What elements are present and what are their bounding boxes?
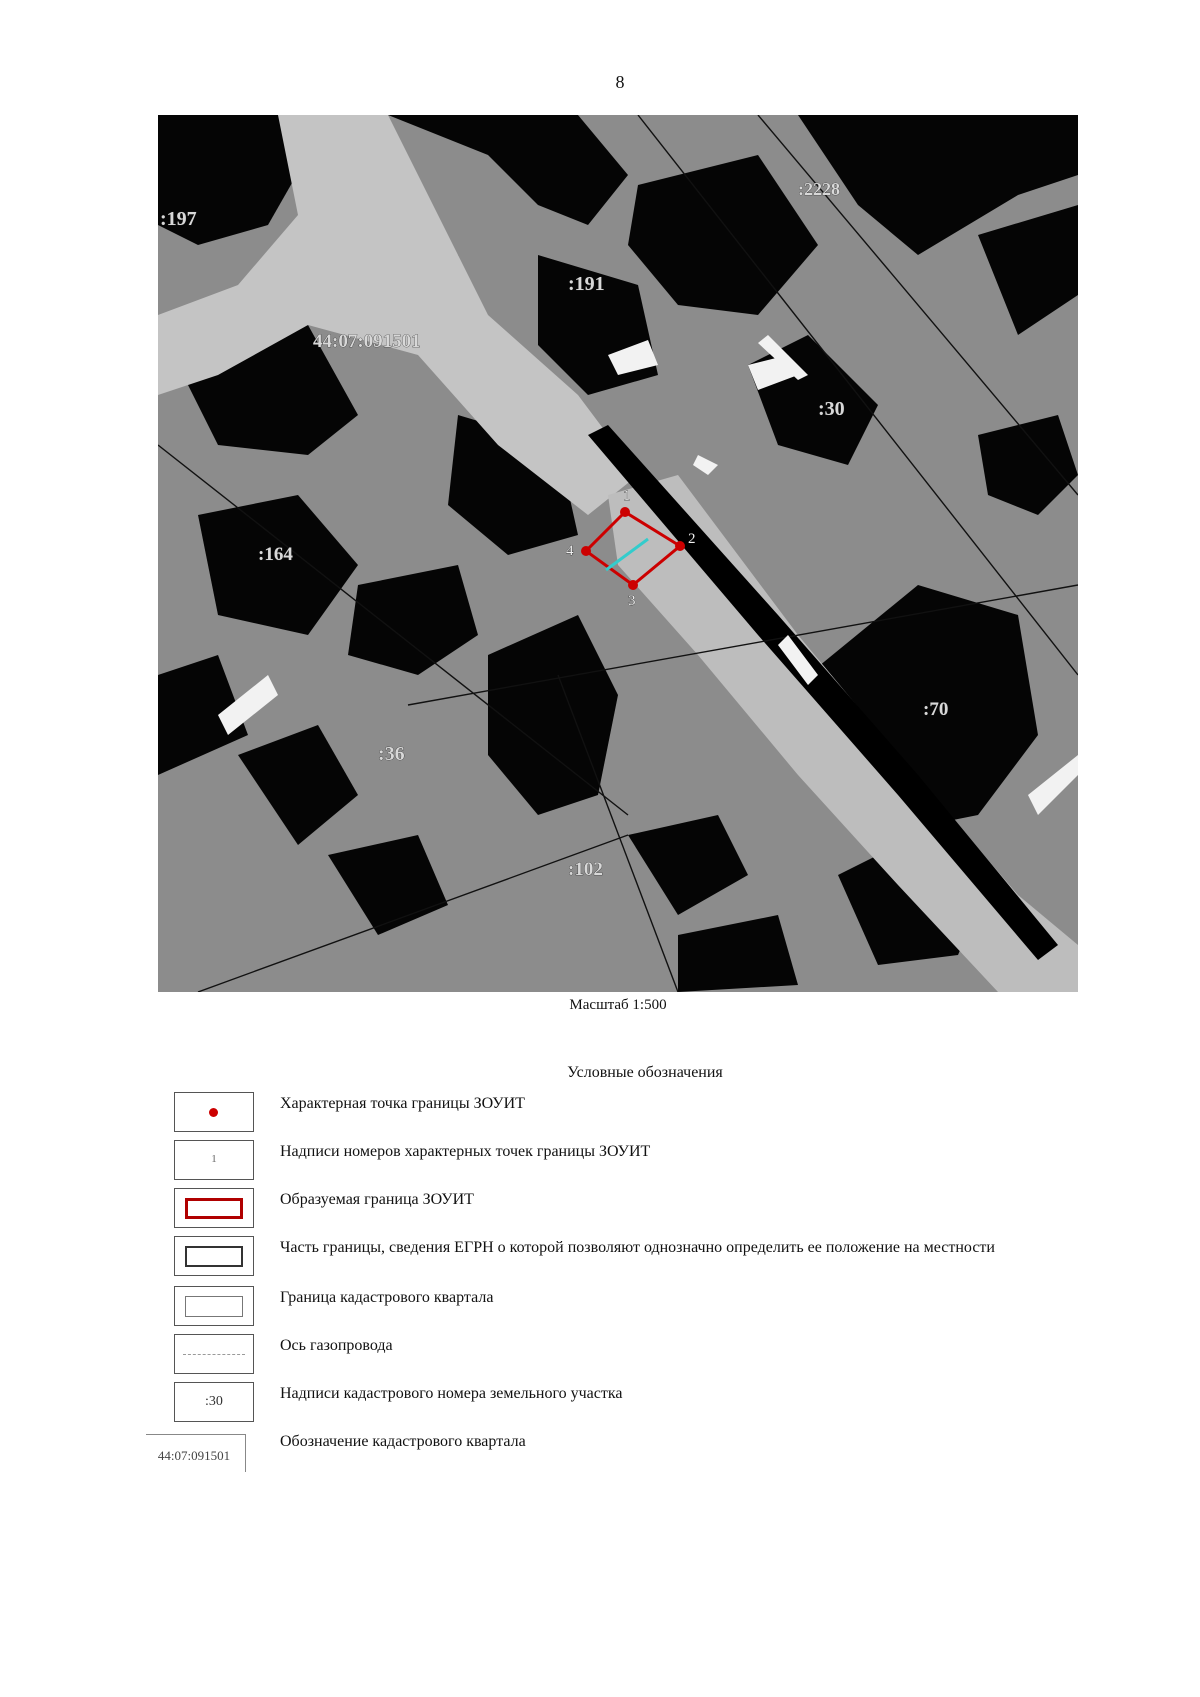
legend-symbol: [174, 1188, 254, 1228]
legend-symbol: [174, 1236, 254, 1276]
quarter-designation-sample: 44:07:091501: [157, 1448, 231, 1463]
boundary-point-4[interactable]: [581, 546, 591, 556]
point-label-4: 4: [566, 543, 574, 559]
legend-label: Надписи кадастрового номера земельного участка: [280, 1385, 623, 1402]
legend-item-quarter-boundary: [150, 1286, 1070, 1334]
legend-symbol: [174, 1092, 254, 1132]
parcel-label-197: :197: [160, 208, 197, 230]
point-label-3: 3: [628, 593, 636, 609]
legend-item-point: [150, 1092, 1070, 1140]
legend-label: Граница кадастрового квартала: [280, 1289, 494, 1306]
legend-label: Обозначение кадастрового квартала: [280, 1433, 526, 1450]
point-label-1: 1: [623, 488, 631, 504]
legend-item-egrn-boundary: [150, 1236, 1070, 1286]
parcel-label-70: :70: [923, 699, 949, 720]
quarter-label: 44:07:091501: [313, 331, 421, 352]
legend-item-quarter-designation: [150, 1430, 1070, 1478]
legend-symbol: [174, 1140, 254, 1180]
red-rect-icon: [185, 1198, 243, 1219]
map-canvas: [158, 115, 1078, 992]
map-scale: Масштаб 1:500: [569, 997, 667, 1013]
gray-rect-icon: [185, 1296, 243, 1317]
legend-symbol: [174, 1334, 254, 1374]
legend-label: Образуемая граница ЗОУИТ: [280, 1191, 474, 1208]
legend-symbol: [174, 1382, 254, 1422]
dashed-line-icon: [183, 1354, 245, 1355]
legend-label: Надписи номеров характерных точек границы ЗОУИТ: [280, 1143, 651, 1160]
boundary-point-2[interactable]: [675, 541, 685, 551]
parcel-label-102: :102: [568, 859, 603, 880]
legend-label: Характерная точка границы ЗОУИТ: [280, 1095, 525, 1112]
legend: [150, 1092, 1070, 1478]
boundary-point-3[interactable]: [628, 580, 638, 590]
legend-item-gas-axis: [150, 1334, 1070, 1382]
parcel-label-2228: :2228: [798, 179, 840, 199]
legend-label: Ось газопровода: [280, 1337, 393, 1354]
page-number: 8: [615, 72, 625, 92]
point-label-2: 2: [688, 531, 696, 547]
red-dot-icon: [209, 1108, 218, 1117]
parcel-label-164: :164: [258, 544, 293, 565]
legend-title: Условные обозначения: [567, 1064, 723, 1081]
cadastral-map[interactable]: [158, 115, 1078, 992]
legend-item-point-number: [150, 1140, 1070, 1188]
point-number-sample: 1: [211, 1153, 217, 1165]
dark-rect-icon: [185, 1246, 243, 1267]
parcel-label-30: :30: [818, 398, 845, 420]
legend-label: Часть границы, сведения ЕГРН о которой позволяют однозначно определить ее положение на местности: [280, 1239, 995, 1256]
legend-item-zouit-boundary: [150, 1188, 1070, 1236]
cadastral-number-sample: :30: [205, 1394, 223, 1409]
legend-symbol: [174, 1286, 254, 1326]
parcel-label-36: :36: [378, 743, 405, 765]
parcel-label-191: :191: [568, 273, 605, 295]
legend-item-cadastral-number: [150, 1382, 1070, 1430]
legend-symbol: [146, 1434, 246, 1472]
boundary-point-1[interactable]: [620, 507, 630, 517]
